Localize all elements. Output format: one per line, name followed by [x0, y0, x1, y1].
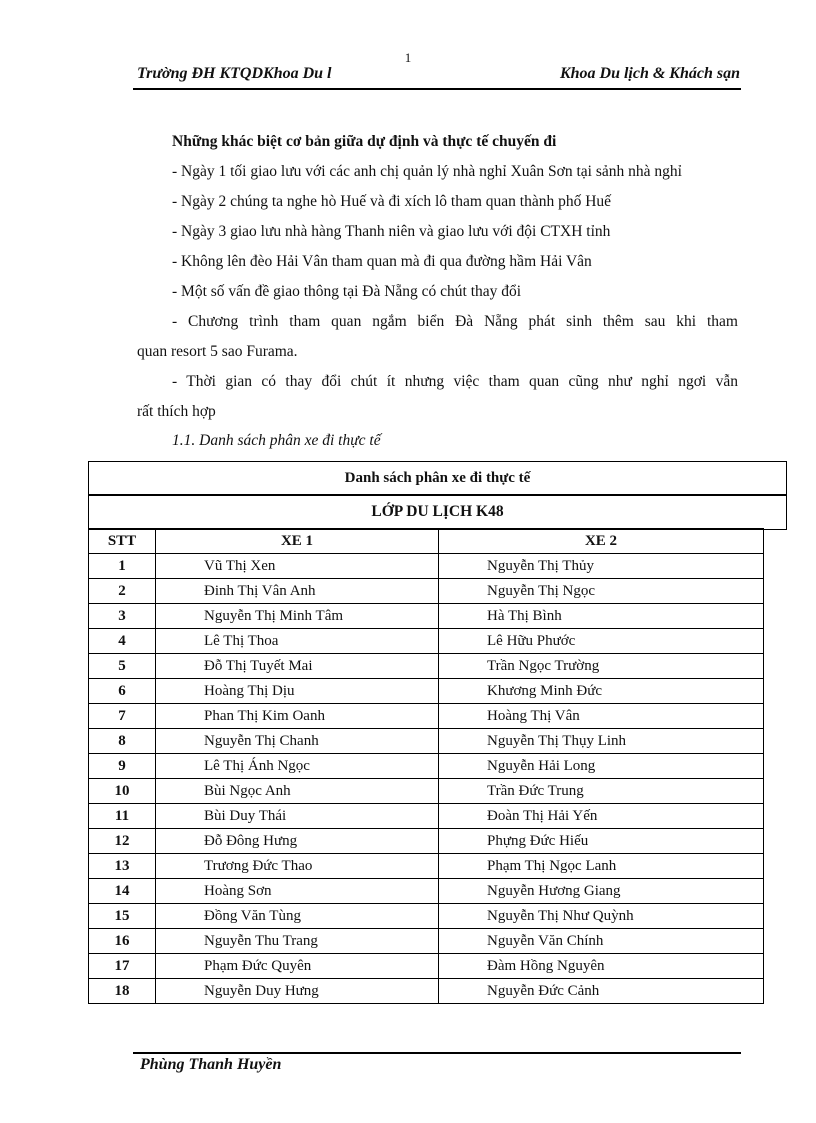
table-row: [89, 779, 764, 804]
paragraph-line: - Chương trình tham quan ngắm biển Đà Nẵng phát sinh thêm sau khi tham: [172, 313, 738, 330]
paragraph-line: quan resort 5 sao Furama.: [137, 343, 298, 360]
row-number: 1: [89, 554, 156, 579]
xe2-passenger: Phựng Đức Hiếu: [439, 829, 764, 854]
column-header-xe2: XE 2: [439, 529, 764, 554]
bus-assignment-table: [88, 528, 764, 1004]
row-number: 4: [89, 629, 156, 654]
bullet-item: - Một số vấn đề giao thông tại Đà Nẵng có chút thay đổi: [172, 283, 522, 300]
row-number: 7: [89, 704, 156, 729]
row-number: 12: [89, 829, 156, 854]
xe2-passenger: Trần Ngọc Trường: [439, 654, 764, 679]
xe1-passenger: Hoàng Sơn: [156, 879, 439, 904]
xe1-passenger: Đỗ Đông Hưng: [156, 829, 439, 854]
footer-divider: [133, 1052, 741, 1054]
xe1-passenger: Lê Thị Ánh Ngọc: [156, 754, 439, 779]
xe1-passenger: Đồng Văn Tùng: [156, 904, 439, 929]
table-row: [89, 804, 764, 829]
row-number: 14: [89, 879, 156, 904]
header-faculty: Khoa Du lịch & Khách sạn: [559, 65, 740, 82]
table-row: [89, 754, 764, 779]
header-university: Trường ĐH KTQDKhoa Du l: [137, 65, 332, 82]
bullet-item: - Ngày 1 tối giao lưu với các anh chị quản lý nhà nghỉ Xuân Sơn tại sảnh nhà nghỉ: [172, 163, 682, 180]
xe1-passenger: Hoàng Thị Dịu: [156, 679, 439, 704]
xe2-passenger: Trần Đức Trung: [439, 779, 764, 804]
xe2-passenger: Nguyễn Thị Thủy: [439, 554, 764, 579]
row-number: 16: [89, 929, 156, 954]
row-number: 9: [89, 754, 156, 779]
row-number: 13: [89, 854, 156, 879]
xe1-passenger: Trương Đức Thao: [156, 854, 439, 879]
xe2-passenger: Nguyễn Thị Thụy Linh: [439, 729, 764, 754]
row-number: 8: [89, 729, 156, 754]
xe2-passenger: Nguyễn Thị Ngọc: [439, 579, 764, 604]
row-number: 17: [89, 954, 156, 979]
table-row: [89, 854, 764, 879]
row-number: 6: [89, 679, 156, 704]
footer-author: Phùng Thanh Huyền: [140, 1056, 282, 1073]
table-row: [89, 554, 764, 579]
section-heading: Những khác biệt cơ bản giữa dự định và thực tế chuyến đi: [172, 133, 557, 150]
row-number: 10: [89, 779, 156, 804]
table-row: [89, 954, 764, 979]
paragraph-line: - Thời gian có thay đổi chút ít nhưng việc tham quan cũng như nghỉ ngơi vẫn: [172, 373, 738, 390]
bullet-item: - Ngày 3 giao lưu nhà hàng Thanh niên và giao lưu với đội CTXH tỉnh: [172, 223, 611, 240]
xe2-passenger: Lê Hữu Phước: [439, 629, 764, 654]
xe1-passenger: Vũ Thị Xen: [156, 554, 439, 579]
table-title: Danh sách phân xe đi thực tế: [88, 461, 787, 496]
xe1-passenger: Đinh Thị Vân Anh: [156, 579, 439, 604]
column-header-xe1: XE 1: [156, 529, 439, 554]
xe1-passenger: Phan Thị Kim Oanh: [156, 704, 439, 729]
table-row: [89, 704, 764, 729]
xe2-passenger: Hà Thị Bình: [439, 604, 764, 629]
xe1-passenger: Nguyễn Duy Hưng: [156, 979, 439, 1004]
table-row: [89, 679, 764, 704]
xe2-passenger: Nguyễn Thị Như Quỳnh: [439, 904, 764, 929]
column-header-stt: STT: [89, 529, 156, 554]
xe2-passenger: Đàm Hồng Nguyên: [439, 954, 764, 979]
xe2-passenger: Khương Minh Đức: [439, 679, 764, 704]
row-number: 18: [89, 979, 156, 1004]
xe2-passenger: Phạm Thị Ngọc Lanh: [439, 854, 764, 879]
table-class-name: LỚP DU LỊCH K48: [88, 494, 787, 530]
paragraph-line: rất thích hợp: [137, 403, 216, 420]
xe1-passenger: Phạm Đức Quyên: [156, 954, 439, 979]
page-number: 1: [404, 50, 412, 65]
table-row: [89, 829, 764, 854]
xe2-passenger: Hoàng Thị Vân: [439, 704, 764, 729]
bullet-item: - Ngày 2 chúng ta nghe hò Huế và đi xích lô tham quan thành phố Huế: [172, 193, 612, 210]
table-row: [89, 879, 764, 904]
xe2-passenger: Nguyễn Văn Chính: [439, 929, 764, 954]
table-row: [89, 929, 764, 954]
row-number: 2: [89, 579, 156, 604]
table-row: [89, 579, 764, 604]
xe2-passenger: Nguyễn Hương Giang: [439, 879, 764, 904]
table-row: [89, 729, 764, 754]
xe1-passenger: Nguyễn Thị Minh Tâm: [156, 604, 439, 629]
subsection-heading: 1.1. Danh sách phân xe đi thực tế: [172, 432, 381, 449]
table-row: [89, 979, 764, 1004]
xe1-passenger: Nguyễn Thị Chanh: [156, 729, 439, 754]
xe1-passenger: Bùi Ngọc Anh: [156, 779, 439, 804]
xe1-passenger: Đỗ Thị Tuyết Mai: [156, 654, 439, 679]
header-divider: [133, 88, 741, 90]
table-row: [89, 629, 764, 654]
row-number: 5: [89, 654, 156, 679]
xe1-passenger: Bùi Duy Thái: [156, 804, 439, 829]
table-header-row: [89, 529, 764, 554]
table-row: [89, 904, 764, 929]
xe1-passenger: Nguyễn Thu Trang: [156, 929, 439, 954]
row-number: 15: [89, 904, 156, 929]
row-number: 3: [89, 604, 156, 629]
table-row: [89, 604, 764, 629]
xe1-passenger: Lê Thị Thoa: [156, 629, 439, 654]
row-number: 11: [89, 804, 156, 829]
bullet-item: - Không lên đèo Hải Vân tham quan mà đi qua đường hầm Hải Vân: [172, 253, 592, 270]
table-row: [89, 654, 764, 679]
xe2-passenger: Nguyễn Đức Cảnh: [439, 979, 764, 1004]
xe2-passenger: Đoàn Thị Hải Yến: [439, 804, 764, 829]
xe2-passenger: Nguyễn Hải Long: [439, 754, 764, 779]
